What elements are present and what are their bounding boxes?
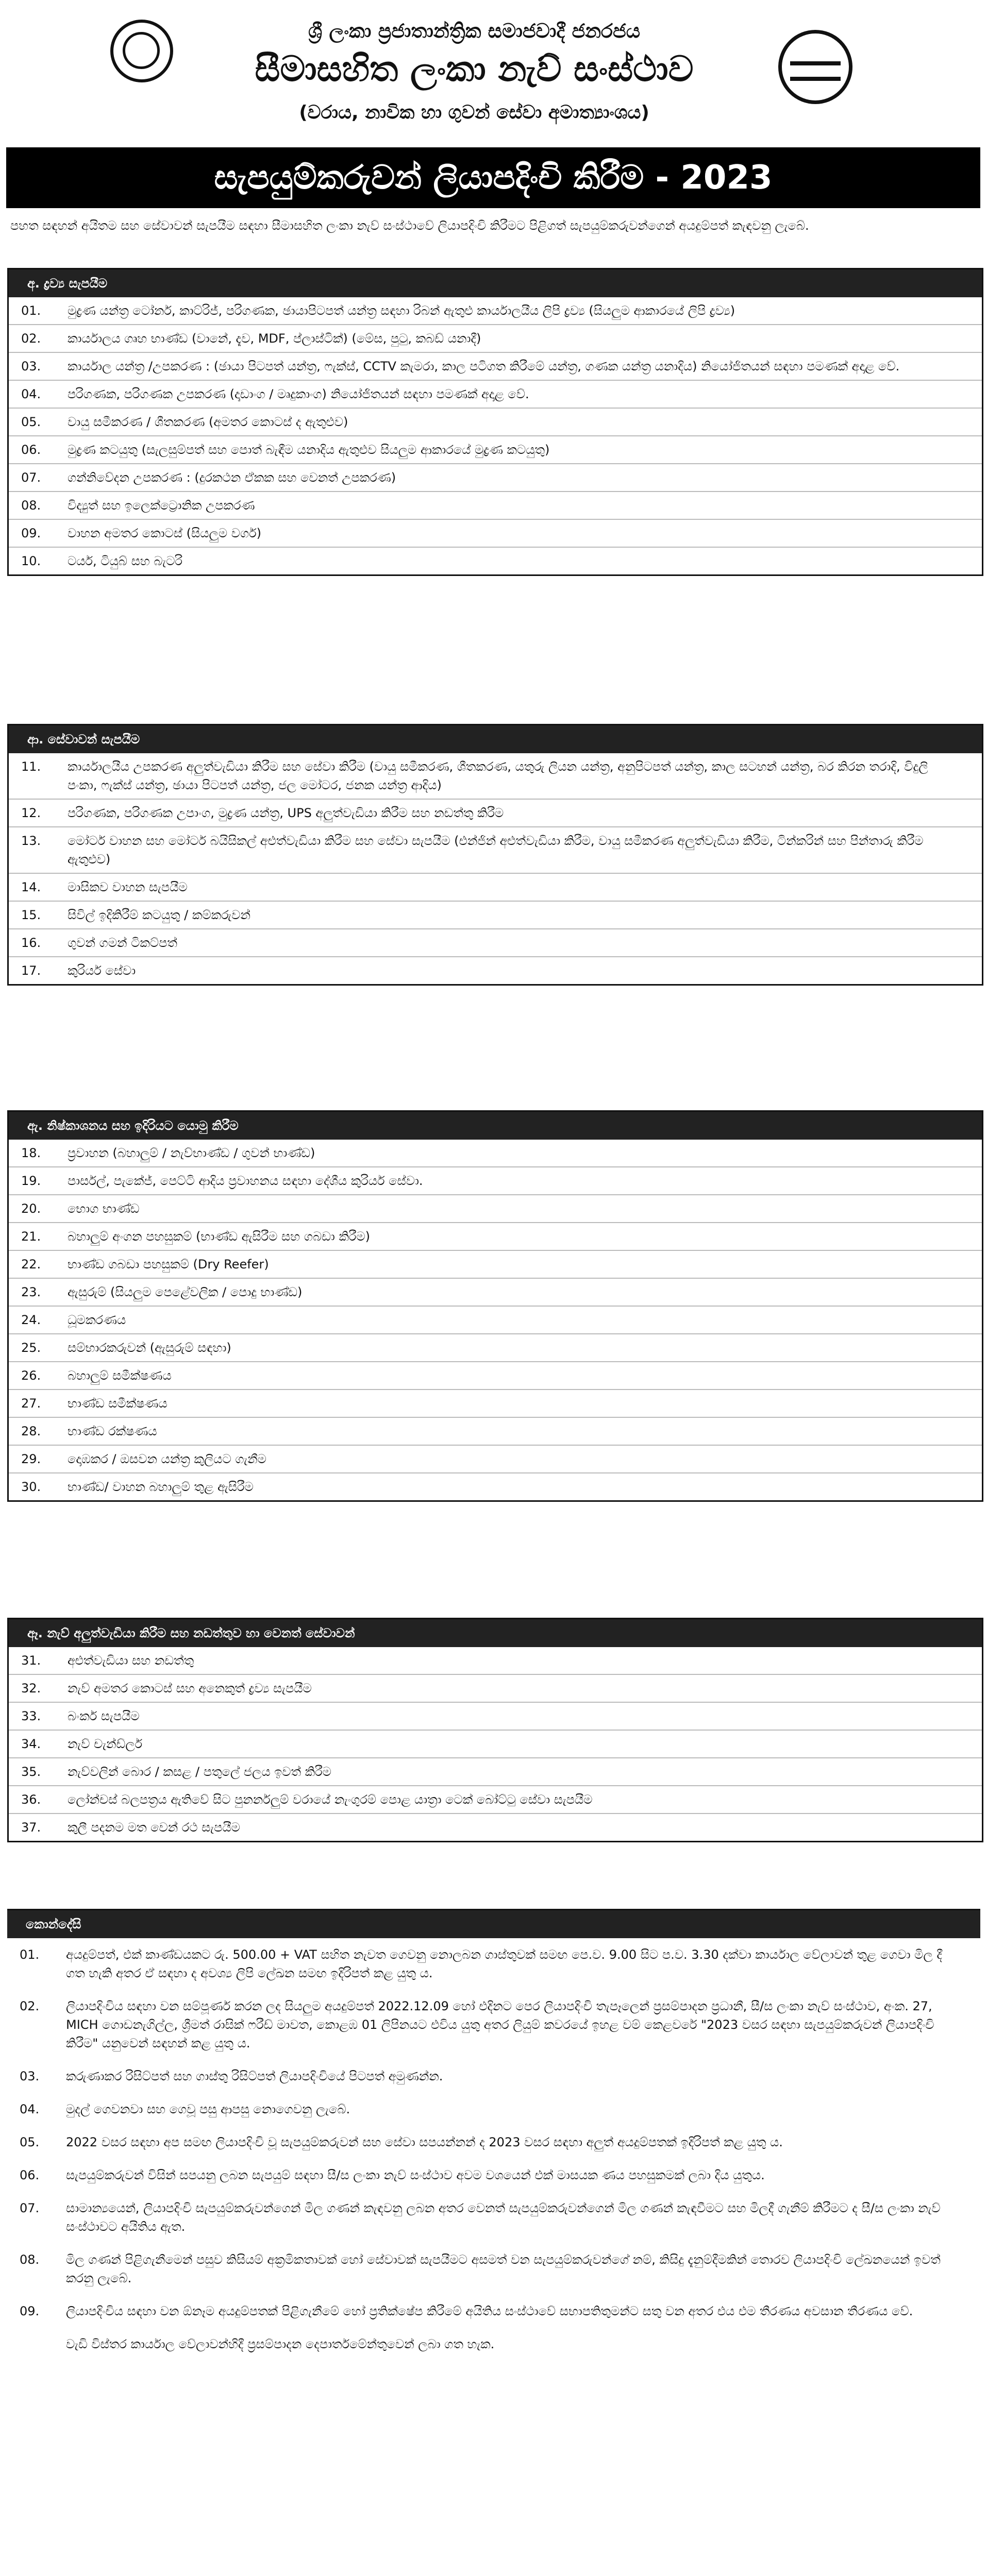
list-item: [9, 1473, 982, 1500]
item-text: ගන්නිවේදන උපකරණ : (දුරකථන ඒකක සහ වෙනත් උපකරණ): [68, 470, 396, 485]
item-text: භාණ්ඩ රක්ෂණය: [68, 1424, 157, 1438]
item-text: නැව් චැන්ඩ්ලර්: [68, 1737, 143, 1751]
section-heading: ආ. සේවාවන් සැපයීම: [9, 725, 982, 753]
list-item: [9, 827, 982, 874]
item-number: 24.: [21, 1313, 41, 1327]
item-text: බහාලුම් අංගන පහසුකම් (භාණ්ඩ ඇසිරීම සහ ගබඩා කිරීම): [68, 1229, 371, 1244]
list-item: [9, 1167, 982, 1195]
item-text: ලියාපදිංචිය සඳහා වන ඕනෑම අයදුම්පතක් පිළිගැනීමේ හෝ ප්‍රතික්ෂේප කිරීමේ අයිතිය සංස්ථාවේ සභාපතිතුමන්ට සතු වන අතර එය එම තීරණය අවසාන තීරණය වේ.: [66, 2304, 913, 2318]
list-item: [9, 1758, 982, 1786]
list-item: [9, 929, 982, 957]
item-text: ඇසුරුම් (සියලුම පෙළේවලික / පොදු භාණ්ඩ): [68, 1285, 303, 1299]
item-number: 13.: [21, 834, 41, 848]
list-item: [9, 381, 982, 409]
item-number: 27.: [21, 1396, 41, 1411]
item-text: කුලී පදනම මත වෙන් රථ සැපයීම: [68, 1820, 240, 1835]
item-number: 17.: [21, 963, 41, 978]
item-number: 28.: [21, 1424, 41, 1438]
item-number: 11.: [21, 759, 41, 774]
item-number: 34.: [21, 1737, 41, 1751]
condition-item: [7, 2192, 980, 2243]
item-text: ලෝන්චස් බලපත්‍රය ඇතිවේ සිට පුනර්නලුම් වරායේ නැංගුරම් පොළ යාත්‍රා ටෙක් බෝට්ටු සේවා සැපයීම: [68, 1792, 593, 1807]
list-item: [9, 520, 982, 548]
item-number: 22.: [21, 1257, 41, 1272]
header-line1: ශ්‍රී ලංකා ප්‍රජාතාන්ත්‍රික සමාජවාදී ජනරජය: [308, 20, 641, 42]
list-item: [9, 492, 982, 520]
item-text: මාසිකව වාහන සැපයීම: [68, 880, 188, 894]
item-text: කාර්යාලයීය උපකරණ අලුත්වැඩියා කිරීම සහ සේවා කිරීම (වායු සමීකරණ, ශීතකරණ, යතුරු ලියන යන්ත්‍ර, අනුපිටපත් යන්ත්‍ර, කාල සටහන් යන්ත්‍ර, බර කිරන තරාදි, විදුලි පංකා, ෆැක්ස් යන්ත්‍ර, ඡායා පිටපත් යන්ත්‍ර, ජල මෝටර, ජනක යන්ත්‍ර ආදිය): [68, 759, 928, 792]
item-number: 35.: [21, 1765, 41, 1779]
item-number: 15.: [21, 908, 41, 922]
item-text: අළුත්වැඩියා සහ නඩත්තු: [68, 1653, 194, 1668]
item-number: 04.: [21, 387, 41, 401]
list-item: [9, 1786, 982, 1814]
item-number: 05.: [20, 2135, 40, 2149]
item-number: 32.: [21, 1681, 41, 1696]
condition-item: [7, 2243, 980, 2295]
list-item: [9, 1307, 982, 1334]
condition-item: [7, 1938, 980, 1990]
item-number: 14.: [21, 880, 41, 894]
list-item: [9, 1446, 982, 1473]
item-number: 06.: [21, 443, 41, 457]
list-item: [9, 902, 982, 929]
list-item: [9, 1731, 982, 1758]
item-number: 08.: [20, 2252, 40, 2267]
list-item: [9, 1251, 982, 1279]
item-text: ටයර්, ටියුබ් සහ බැටරි: [68, 554, 182, 568]
list-item: [9, 297, 982, 325]
item-number: 10.: [21, 554, 41, 568]
section-clearing-forwarding: [7, 1110, 983, 1502]
list-item: [9, 464, 982, 492]
condition-item: [7, 1990, 980, 2060]
item-text: භොග භාණ්ඩ: [68, 1201, 140, 1216]
item-text: ලියාපදිංචිය සඳහා වන සම්පූර්ණ කරන ලද සියලුම අයදුම්පත් 2022.12.09 හෝ එදිනට පෙර ලියාපදිංචි තැපෑලෙන් ප්‍රසම්පාදන ප්‍රධානී, සී/ස ලංකා නැව් සංස්ථාව, අංක. 27, MICH ගොඩනැගිල්ල, ශ්‍රීමත් රාසික් ෆරීඩ් මාවත, කොළඹ 01 ලිපිනයට එවිය යුතු අතර ලියුම් කවරයේ ඉහළ වම් කෙළවරේ "2023 වසර සඳහා සැපයුම්කරුවන් ලියාපදිංචි කිරීම" යනුවෙන් සඳහන් කළ යුතු ය.: [66, 1999, 934, 2050]
item-number: 33.: [21, 1709, 41, 1723]
item-number: 18.: [21, 1146, 41, 1160]
condition-item: [7, 2060, 980, 2093]
list-item: [9, 409, 982, 436]
section-heading: අ. ද්‍රව්‍ය සැපයීම: [9, 269, 982, 297]
item-text: මෝටර් වාහන සහ මෝටර් බයිසිකල් අළුත්වැඩියා කිරීම සහ සේවා සැපයීම (එන්ජින් අළුත්වැඩියා කිරීම, වායු සමීකරණ අලුත්වැඩියා කිරීම, ටින්කරින් සහ පින්තාරු කිරීම ඇතුළුව): [68, 834, 924, 867]
item-number: 01.: [20, 1947, 40, 1962]
item-text: 2022 වසර සඳහා අප සමඟ ලියාපදිංචි වූ සැපයුම්කරුවන් සහ සේවා සපයන්නන් ද 2023 වසර සඳහා අලුත් අයදුම්පතක් ඉදිරිපත් කළ යුතු ය.: [66, 2135, 783, 2149]
item-number: 02.: [21, 331, 41, 346]
item-number: 19.: [21, 1174, 41, 1188]
list-item: [9, 436, 982, 464]
item-text: අයදුම්පත්, එක් කාණ්ඩයකට රු. 500.00 + VAT සහිත නැවත ගෙවනු නොලබන ගාස්තුවක් සමඟ පෙ.ව. 9.00 සිට ප.ව. 3.30 දක්වා කාර්යාල වේලාවන් තුළ ගෙවා මිල දී ගත හැකි අතර ඒ සඳහා ද අවශ්‍ය ලිපි ලේඛන සමඟ ඉදිරිපත් කළ යුතු ය.: [66, 1947, 943, 1980]
ministry-name: (වරාය, නාවික හා ගුවන් සේවා අමාත්‍යාංශය): [299, 102, 649, 123]
item-text: මිල ගණන් පිළිගැනීමෙන් පසුව කිසියම් අක්‍රමිකතාවක් හෝ සේවාවක් සැපයීමට අසමත් වන සැපයුම්කරුවන්ගේ නම්, කිසිදු දැනුම්දීමකින් තොරව ලියාපදිංචි ලේඛනයෙන් ඉවත් කරනු ලැබේ.: [66, 2252, 941, 2285]
list-item: [9, 1279, 982, 1307]
section-conditions: [7, 1909, 980, 2361]
item-text: දොඹකර / ඔසවන යන්ත්‍ර කුලියට ගැනීම: [68, 1452, 266, 1466]
item-number: 09.: [21, 526, 41, 540]
list-item: [9, 1195, 982, 1223]
item-text: මුද්‍රණ යන්ත්‍ර ටෝනර්, කාට්රිජ්, පරිගණක, ඡායාපිටපත් යන්ත්‍ර සඳහා රිබන් ඇතුළු කාර්යාලයීය ලිපි ද්‍රව්‍ය (සියලුම ආකාරයේ ලිපි ද්‍රව්‍ය): [68, 303, 735, 318]
item-text: සම්භාරකරුවන් (ඇසුරුම් සඳහා): [68, 1341, 231, 1355]
item-text: විද්‍යුත් සහ ඉලෙක්ට්‍රොනික උපකරණ: [68, 498, 255, 513]
item-text: පරිගණක, පරිගණක උපාංග, මුද්‍රණ යන්ත්‍ර, UPS අලුත්වැඩියා කිරීම සහ නඩත්තු කිරීම: [68, 806, 504, 820]
section-ship-repairs: [7, 1618, 983, 1842]
item-number: 20.: [21, 1201, 41, 1216]
item-number: 23.: [21, 1285, 41, 1299]
item-number: 07.: [21, 470, 41, 485]
conditions-footer: [7, 2328, 980, 2361]
item-number: 21.: [21, 1229, 41, 1244]
intro-text: පහත සඳහන් අයිතම සහ සේවාවන් සැපයීම සඳහා සීමාසහිත ලංකා නැව් සංස්ථාවේ ලියාපදිංචි කිරීමට පිළිගත් සැපයුම්කරුවන්ගෙන් අයදුම්පත් කැඳවනු ලැබේ.: [10, 218, 809, 233]
list-item: [9, 325, 982, 353]
item-text: ප්‍රවාහන (බහාලුම් / නැව්භාණ්ඩ / ගුවන් භාණ්ඩ): [68, 1146, 315, 1160]
item-number: 04.: [20, 2102, 40, 2116]
item-number: 29.: [21, 1452, 41, 1466]
list-item: [9, 1140, 982, 1167]
list-item: [9, 874, 982, 902]
organization-name: සීමාසහිත ලංකා නැව් සංස්ථාව: [255, 49, 694, 90]
section-heading: කොන්දේසි: [7, 1910, 980, 1938]
item-number: 02.: [20, 1999, 40, 2013]
item-text: මුද්‍රණ කටයුතු (සැලසුම්පත් සහ පොත් බැඳීම යනාදිය ඇතුළුව සියලුම ආකාරයේ මුද්‍රණ කටයුතු): [68, 443, 550, 457]
condition-item: [7, 2295, 980, 2328]
list-item: [9, 1814, 982, 1841]
list-item: [9, 957, 982, 984]
item-text: කාර්යාල යන්ත්‍ර /උපකරණ : (ඡායා පිටපත් යන්ත්‍ර, ෆැක්ස්, CCTV කැමරා, කාල පටිගත කිරීමේ යන්ත්‍ර, ගණක යන්ත්‍ර යනාදිය) නියෝජිතයන් සඳහා පමණක් අදාළ වේ.: [68, 359, 900, 374]
item-text: නැව්වලින් බොර / කසළ / පතුලේ ජලය ඉවත් කිරීම: [68, 1765, 331, 1779]
item-number: 26.: [21, 1368, 41, 1383]
page-title: සැපයුම්කරුවන් ලියාපදිංචි කිරීම - 2023: [6, 147, 980, 208]
item-number: 08.: [21, 498, 41, 513]
item-number: 09.: [20, 2304, 40, 2318]
item-text: පරිගණක, පරිගණක උපකරණ (දෘඩාංග / මෘදුකාංග) නියෝජිතයන් සඳහා පමණක් අදාළ වේ.: [68, 387, 529, 401]
list-item: [9, 800, 982, 827]
item-text: භාණ්ඩ සමීක්ෂණය: [68, 1396, 168, 1411]
item-text: භාණ්ඩ ගබඩා පහසුකම් (Dry Reefer): [68, 1257, 269, 1272]
list-item: [9, 1223, 982, 1251]
condition-item: [7, 2159, 980, 2192]
item-text: කාර්යාලය ගෘහ භාණ්ඩ (වානේ, දැව, MDF, ප්ලාස්ටික්) (මේස, පුටු, කබඩ් යනාදී): [68, 331, 481, 346]
list-item: [9, 548, 982, 574]
item-number: 31.: [21, 1653, 41, 1668]
item-text: සාමාන්‍යයෙන්, ලියාපදිංචි සැපයුම්කරුවන්ගෙන් මිල ගණන් කැඳවනු ලබන අතර වෙනත් සැපයුම්කරුවන්ගෙන් මිල ගණන් කැඳවීමට සහ මිලදී ගැනීම් කිරීමට ද සී/ස ලංකා නැව් සංස්ථාවට අයිතිය ඇත.: [66, 2201, 941, 2234]
condition-item: [7, 2093, 980, 2126]
ceylon-shipping-logo-icon: [778, 30, 852, 104]
footer-text: වැඩි විස්තර කාර්යාල වේලාවන්හිදී ප්‍රසම්පාදන දෙපාර්තමේන්තුවෙන් ලබා ගත හැක.: [66, 2337, 495, 2351]
item-number: 16.: [21, 936, 41, 950]
section-heading: ඈ. නැව් අලුත්වැඩියා කිරීම සහ නඩත්තුව හා වෙනත් සේවාවන්: [9, 1619, 982, 1647]
item-text: කරුණාකර රිසිට්පත් සහ ගාස්තු රිසිට්පත් ලියාපදිංචියේ පිටපත් අමුණන්න.: [66, 2069, 443, 2083]
item-number: 07.: [20, 2201, 40, 2215]
item-text: සිවිල් ඉදිකිරීම් කටයුතු / කම්කරුවන්: [68, 908, 250, 922]
item-text: ගුවන් ගමන් ටිකට්පත්: [68, 936, 177, 950]
item-text: ධූමකරණය: [68, 1313, 126, 1327]
item-text: වායු සමීකරණ / ශීතකරණ (අමතර කොටස් ද ඇතුළුව): [68, 415, 348, 429]
item-number: 25.: [21, 1341, 41, 1355]
item-text: කුරියර් සේවා: [68, 963, 136, 978]
item-number: 37.: [21, 1820, 41, 1835]
item-text: පාර්සල්, පැකේජ්, පෙට්ටි ආදිය ප්‍රවාහනය සඳහා දේශීය කුරියර් සේවා.: [68, 1174, 423, 1188]
item-number: 06.: [20, 2168, 40, 2182]
item-number: 01.: [21, 303, 41, 318]
list-item: [9, 1703, 982, 1731]
list-item: [9, 1647, 982, 1675]
item-text: මුදල් ගෙවනවා සහ ගෙවූ පසු ආපසු නොගෙවනු ලැබේ.: [66, 2102, 350, 2116]
list-item: [9, 1418, 982, 1446]
item-number: 05.: [21, 415, 41, 429]
item-number: 03.: [20, 2069, 40, 2083]
item-number: 36.: [21, 1792, 41, 1807]
section-services: [7, 724, 983, 986]
condition-item: [7, 2126, 980, 2159]
list-item: [9, 1334, 982, 1362]
national-emblem-icon: [110, 20, 173, 82]
list-item: [9, 353, 982, 381]
item-text: වාහන අමතර කොටස් (සියලුම වර්ග): [68, 526, 262, 540]
section-supply-items: [7, 268, 983, 576]
item-number: 12.: [21, 806, 41, 820]
section-heading: ඇ. නිෂ්කාශනය සහ ඉදිරියට යොමු කිරීම: [9, 1112, 982, 1140]
item-text: බහාලුම් සමීක්ෂණය: [68, 1368, 172, 1383]
list-item: [9, 753, 982, 800]
item-text: බංකර් සැපයීම: [68, 1709, 140, 1723]
item-number: 30.: [21, 1480, 41, 1494]
item-text: සැපයුම්කරුවන් විසින් සපයනු ලබන සැපයුම් සඳහා සී/ස ලංකා නැව් සංස්ථාව අවම වශයෙන් එක් මාසයක ණය පහසුකමක් ලබා දිය යුතුය.: [66, 2168, 765, 2182]
item-text: නැව් අමතර කොටස් සහ අනෙකුත් ද්‍රව්‍ය සැපයීම: [68, 1681, 312, 1696]
header: [0, 0, 987, 142]
list-item: [9, 1390, 982, 1418]
item-number: 03.: [21, 359, 41, 374]
list-item: [9, 1362, 982, 1390]
item-text: භාණ්ඩ/ වාහන බහාලුම් තුළ ඇසිරීම: [68, 1480, 254, 1494]
list-item: [9, 1675, 982, 1703]
